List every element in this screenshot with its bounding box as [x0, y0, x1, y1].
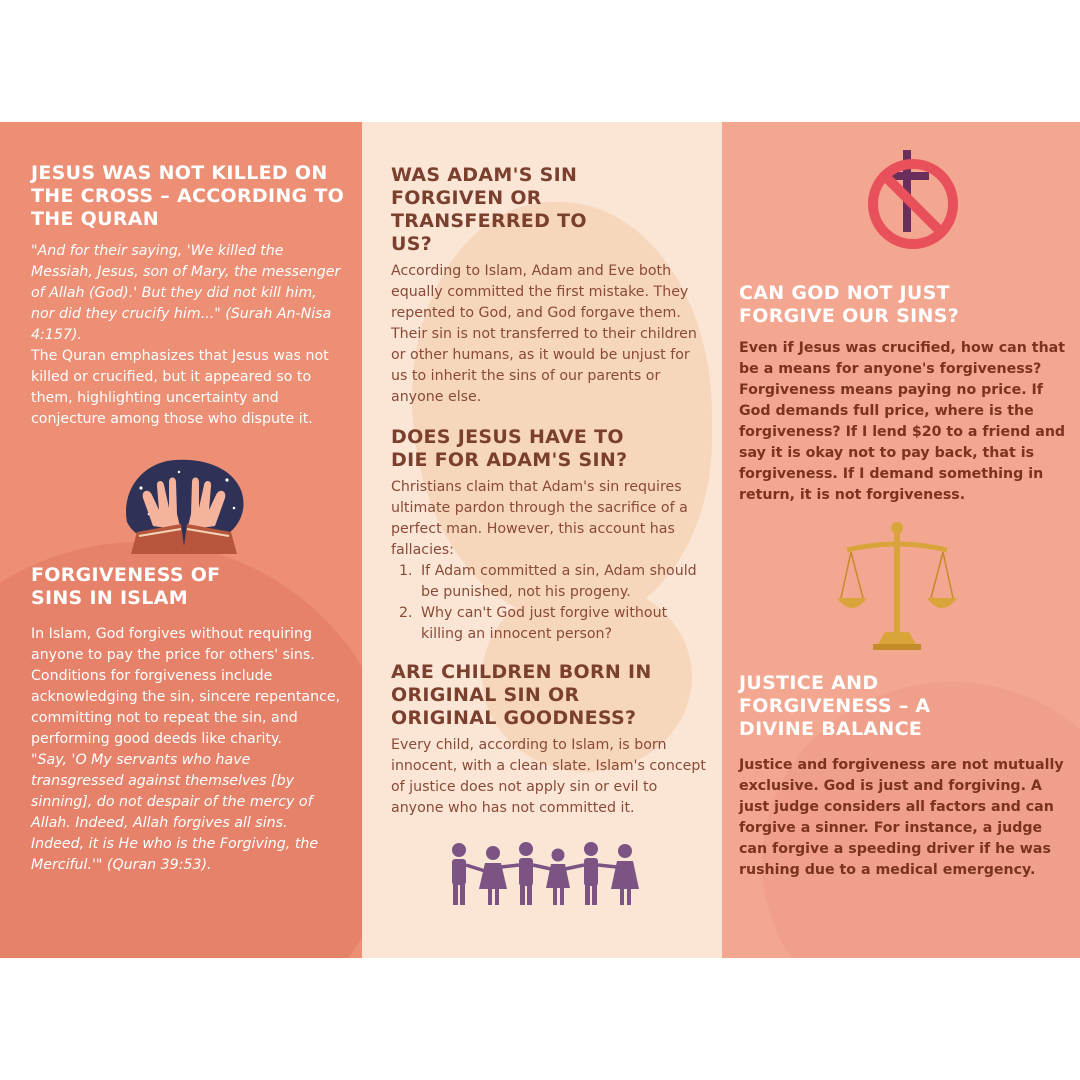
left-panel: [0, 122, 362, 958]
scales-of-justice-icon: [837, 520, 957, 650]
body-justice-forgiveness: Justice and forgiveness are not mutually exclusive. God is just and forgiving. A just judge considers all factors and can forgive a sinner. For instance, a judge can forgive a speeding driver if he was rushing due to a medical emergency.: [739, 757, 1064, 878]
heading-can-god-not-forgive: CAN GOD NOT JUST FORGIVE OUR SINS?: [739, 282, 960, 327]
heading-forgiveness-in-islam: FORGIVENESS OF SINS IN ISLAM: [31, 564, 221, 609]
quote-quran-39-53: "Say, 'O My servants who have transgressed against themselves [by sinning], do not despair of the mercy of Allah. Indeed, Allah forgives all sins. Indeed, it is He who is the Forgiving, the Merciful.'" (Quran 39:53).: [31, 752, 319, 873]
heading-jesus-not-killed: JESUS WAS NOT KILLED ON THE CROSS – ACCORDING TO THE QURAN: [31, 162, 345, 230]
brochure: [0, 122, 1080, 958]
right-panel: [722, 122, 1080, 958]
middle-panel: [362, 122, 722, 958]
body-forgiveness-means: Even if Jesus was crucified, how can that be a means for anyone's forgiveness? Forgiveness means paying no price. If God demands full price, where is the forgiveness? If I lend $20 to a friend and say it is okay not to pay back, that is forgiveness. If I demand something in return, it is not forgiveness.: [739, 340, 1066, 503]
quote-surah-an-nisa: "And for their saying, 'We killed the Messiah, Jesus, son of Mary, the messenger of Allah (God).' But they did not kill him, nor did they crucify him..." (Surah An-Nisa 4:157).: [31, 243, 341, 343]
praying-hands-icon: [119, 450, 249, 554]
list-item: 2. Why can't God just forgive without killing an innocent person?: [417, 603, 708, 645]
body-forgiveness-conditions: In Islam, God forgives without requiring anyone to pay the price for others' sins. Conditions for forgiveness include acknowledging the sin, sincere repentance, committing not to repeat the sin, and performing good deeds like charity.: [31, 626, 341, 747]
body-adam-and-eve: According to Islam, Adam and Eve both equally committed the first mistake. They repented to God, and God forgave them. Their sin is not transferred to their children or other humans, as it would be unjust for us to inherit the sins of our parents or anyone else.: [391, 263, 697, 405]
body-child-born-innocent: Every child, according to Islam, is born innocent, with a clean slate. Islam's concept of justice does not apply sin or evil to anyone who has not committed it.: [391, 737, 706, 816]
fallacies-list: [391, 561, 708, 645]
heading-jesus-die-for-adam: DOES JESUS HAVE TO DIE FOR ADAM'S SIN?: [391, 426, 628, 471]
heading-original-sin: ARE CHILDREN BORN IN ORIGINAL SIN OR ORIGINAL GOODNESS?: [391, 661, 652, 729]
body-christians-claim: Christians claim that Adam's sin requires ultimate pardon through the sacrifice of a perfect man. However, this account has fallacies:: [391, 479, 688, 558]
heading-adams-sin-forgiven: WAS ADAM'S SIN FORGIVEN OR TRANSFERRED TO US?: [391, 164, 587, 255]
body-quran-emphasizes: The Quran emphasizes that Jesus was not killed or crucified, but it appeared so to them, highlighting uncertainty and conjecture among those who dispute it.: [31, 348, 329, 427]
list-item: 1. If Adam committed a sin, Adam should be punished, not his progeny.: [417, 561, 708, 603]
children-holding-hands-icon: [443, 841, 643, 907]
no-cross-icon: [863, 150, 963, 250]
heading-justice-and-forgiveness: JUSTICE AND FORGIVENESS – A DIVINE BALANCE: [739, 672, 931, 740]
